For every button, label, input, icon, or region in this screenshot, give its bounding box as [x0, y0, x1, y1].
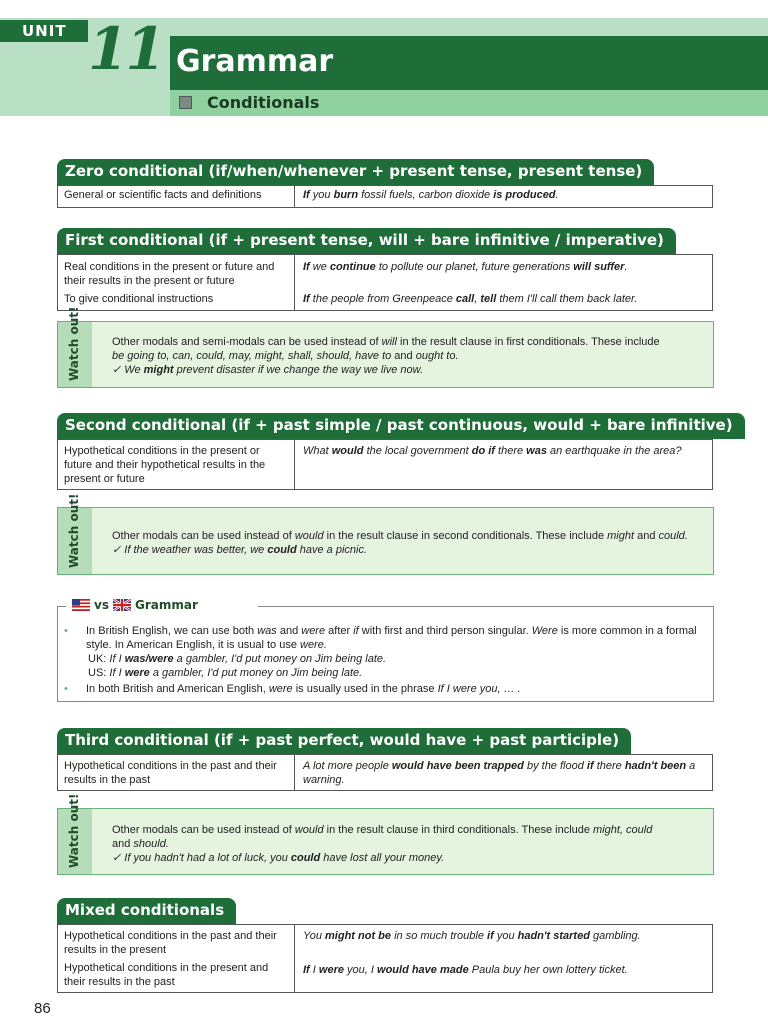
mixed-conditionals-title: Mixed conditionals	[57, 898, 236, 924]
list-item: • In British English, we can use both was and were after if with first and third person singular. Were is more common in a formal style. In American English, it is usual to use were.	[62, 624, 710, 652]
second-conditional-title: Second conditional (if + past simple / past continuous, would + bare infinitive)	[57, 413, 745, 439]
page-number: 86	[34, 1000, 51, 1017]
first-conditional-title: First conditional (if + present tense, will + bare infinitive / imperative)	[57, 228, 676, 254]
example-cell: You might not be in so much trouble if you hadn't started gambling.	[303, 930, 641, 942]
us-vs-uk-text	[62, 624, 710, 696]
example-cell: A lot more people would have been trapped by the flood if there hadn't been a warning.	[303, 760, 696, 786]
unit-number: 11	[88, 15, 163, 83]
mixed-conditionals-table	[57, 924, 713, 993]
unit-label: UNIT	[0, 20, 88, 42]
us-vs-uk-heading	[68, 598, 202, 612]
example-cell: If the people from Greenpeace call, tell them I'll call them back later.	[303, 293, 638, 305]
uk-flag-icon	[113, 599, 131, 611]
use-cell: To give conditional instructions	[58, 290, 295, 310]
table-row	[58, 925, 712, 959]
table-row	[58, 255, 712, 290]
table-row	[58, 440, 712, 489]
us-flag-icon	[72, 599, 90, 611]
example-cell: If I were you, I would have made Paula buy her own lottery ticket.	[303, 964, 628, 976]
use-cell: Hypothetical conditions in the past and their results in the present	[58, 925, 295, 959]
zero-conditional-table	[57, 185, 713, 208]
watch-out-box	[57, 493, 714, 575]
square-bullet-icon	[179, 96, 192, 109]
second-conditional-table	[57, 439, 713, 490]
watch-out-box	[57, 793, 714, 875]
use-cell: Hypothetical conditions in the present and their results in the past	[58, 959, 295, 992]
use-cell: General or scientific facts and definitions	[58, 186, 295, 207]
example-cell: If we continue to pollute our planet, future generations will suffer.	[303, 261, 628, 273]
table-row	[58, 186, 712, 207]
use-cell: Real conditions in the present or future and their results in the present or future	[58, 255, 295, 290]
us-example: US: If I were a gambler, I'd put money on Jim being late.	[88, 667, 363, 679]
use-cell: Hypothetical conditions in the past and their results in the past	[58, 755, 295, 790]
us-vs-uk-label: Grammar	[134, 598, 198, 612]
page-subtitle: Conditionals	[207, 93, 320, 112]
example-cell: What would the local government do if there was an earthquake in the area?	[303, 445, 682, 457]
table-row	[58, 290, 712, 310]
uk-example: UK: If I was/were a gambler, I'd put money on Jim being late.	[88, 653, 387, 665]
third-conditional-table	[57, 754, 713, 791]
watch-out-text: Other modals can be used instead of would in the result clause in third conditionals. These include might, could and should. ✓ If you hadn't had a lot of luck, you could have lost all your money.	[112, 824, 653, 864]
watch-out-label: Watch out!	[67, 306, 81, 381]
list-item: • In both British and American English, were is usually used in the phrase If I were you, … .	[62, 682, 710, 696]
table-row	[58, 959, 712, 992]
first-conditional-table	[57, 254, 713, 311]
example-cell: If you burn fossil fuels, carbon dioxide is produced.	[303, 189, 559, 201]
watch-out-label: Watch out!	[67, 493, 81, 568]
watch-out-text: Other modals can be used instead of would in the result clause in second conditionals. These include might and could. ✓ If the weather was better, we could have a picnic.	[112, 530, 688, 556]
zero-conditional-title: Zero conditional (if/when/whenever + present tense, present tense)	[57, 159, 654, 185]
page-title: Grammar	[176, 44, 334, 79]
use-cell: Hypothetical conditions in the present or future and their hypothetical results in the present or future	[58, 440, 295, 489]
watch-out-box	[57, 306, 714, 388]
table-row	[58, 755, 712, 790]
third-conditional-title: Third conditional (if + past perfect, would have + past participle)	[57, 728, 631, 754]
vs-text: vs	[94, 598, 109, 612]
watch-out-label: Watch out!	[67, 793, 81, 868]
watch-out-text: Other modals and semi-modals can be used instead of will in the result clause in first conditionals. These include be going to, can, could, may, might, shall, should, have to and ought to. ✓ We might prevent disaster if we change the way we live now.	[112, 336, 660, 376]
